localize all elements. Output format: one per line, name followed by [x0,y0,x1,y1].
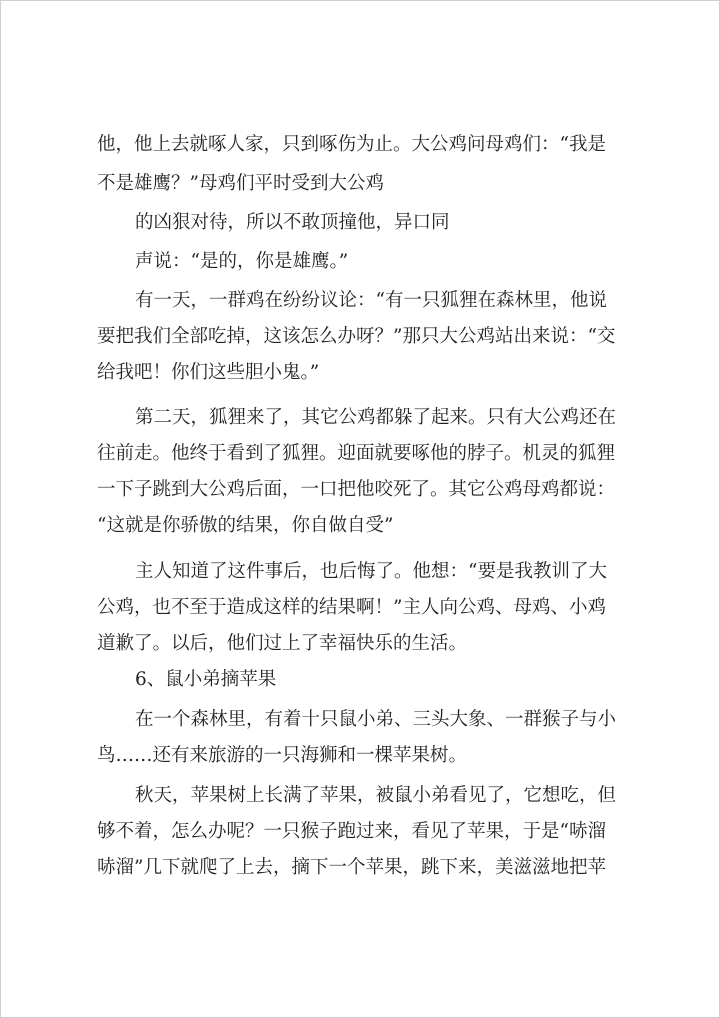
text-line: 声说：“是的，你是雄鹰。” [135,251,349,272]
paragraph-start-line: 主人知道了这件事后，也后悔了。他想：“要是我教训了大 [135,561,607,582]
paragraph-start-line: 有一天，一群鸡在纷纷议论：“有一只狐狸在森林里，他说 [135,290,607,311]
text-line: 不是雄鹰？”母鸡们平时受到大公鸡 [97,173,384,194]
text-line: 哧溜”几下就爬了上去，摘下一个苹果，跳下来，美滋滋地把苹 [97,857,606,878]
text-line: “这就是你骄傲的结果，你自做自受” [97,515,394,536]
paragraph-start-line: 在一个森林里，有着十只鼠小弟、三头大象、一群猴子与小 [135,709,617,730]
text-line: 一下子跳到大公鸡后面，一口把他咬死了。其它公鸡母鸡都说： [97,479,616,500]
text-line: 要把我们全部吃掉，这该怎么办呀？”那只大公鸡站出来说：“交 [97,326,616,347]
text-line: 鸟……还有来旅游的一只海狮和一棵苹果树。 [97,745,468,766]
text-line: 往前走。他终于看到了狐狸。迎面就要啄他的脖子。机灵的狐狸 [97,443,616,464]
text-line: 道歉了。以后，他们过上了幸福快乐的生活。 [97,633,468,654]
text-line: 他，他上去就啄人家，只到啄伤为止。大公鸡问母鸡们：“我是 [97,134,606,155]
text-line: 公鸡，也不至于造成这样的结果啊！”主人向公鸡、母鸡、小鸡 [97,597,606,618]
text-line: 的凶狠对待，所以不敢顶撞他，异口同 [135,212,450,233]
text-line: 给我吧！你们这些胆小鬼。” [97,362,320,383]
text-line: 够不着，怎么办呢？一只猴子跑过来，看见了苹果，于是“哧溜 [97,821,606,842]
paragraph-start-line: 第二天，狐狸来了，其它公鸡都躲了起来。只有大公鸡还在 [135,407,617,428]
paragraph-start-line: 秋天，苹果树上长满了苹果，被鼠小弟看见了，它想吃，但 [135,785,617,806]
section-heading: 6、鼠小弟摘苹果 [135,669,277,690]
